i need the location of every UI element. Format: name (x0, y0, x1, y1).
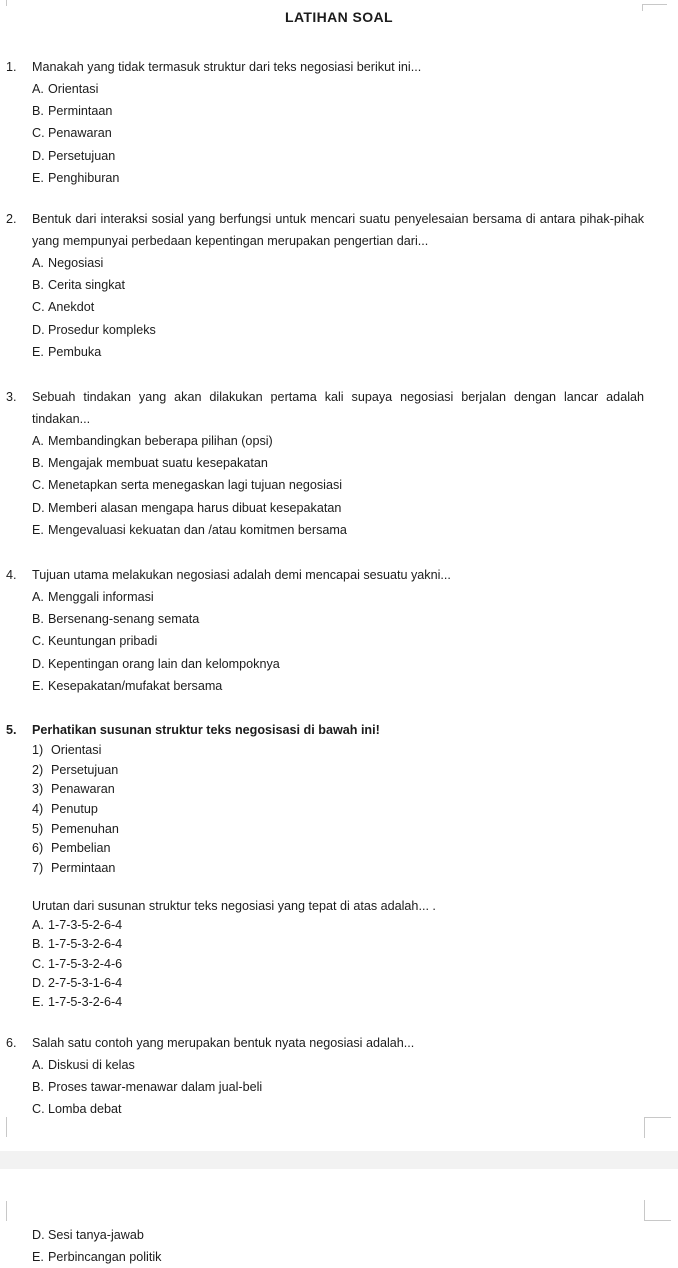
list-item: 6) Pembelian (32, 841, 111, 856)
option-d: D. Prosedur kompleks (32, 322, 156, 337)
option-d: D. Memberi alasan mengapa harus dibuat kesepakatan (32, 500, 342, 515)
option-a: A. 1-7-3-5-2-6-4 (32, 917, 123, 932)
question-text: Perhatikan susunan struktur teks negosisasi di bawah ini! (32, 723, 380, 737)
page-title: LATIHAN SOAL (285, 9, 393, 25)
question-number: 6. (6, 1036, 17, 1050)
option-b: B. Cerita singkat (32, 278, 125, 293)
option-c: C. Penawaran (32, 126, 112, 141)
list-item: 1) Orientasi (32, 743, 102, 757)
option-d: D. Sesi tanya-jawab (32, 1228, 144, 1242)
page-corner-mark (644, 1117, 671, 1138)
page-corner-mark (0, 0, 7, 6)
option-d: D. Kepentingan orang lain dan kelompoknya (32, 656, 280, 671)
question-text: Manakah yang tidak termasuk struktur dari teks negosiasi berikut ini... (32, 60, 422, 74)
option-b: B. Permintaan (32, 104, 113, 119)
question-6 (6, 1032, 644, 1121)
question-number: 1. (6, 60, 17, 74)
list-item: 2) Persetujuan (32, 762, 119, 777)
question-6-continued (6, 1224, 644, 1268)
option-c: C. Keuntungan pribadi (32, 634, 158, 649)
option-d: D. 2-7-5-3-1-6-4 (32, 975, 123, 990)
question-subtext: Urutan dari susunan struktur teks negosiasi yang tepat di atas adalah... . (32, 898, 436, 913)
list-item: 3) Penawaran (32, 782, 115, 797)
list-item: 5) Pemenuhan (32, 821, 119, 836)
question-number: 4. (6, 568, 17, 582)
question-5 (6, 719, 644, 1013)
page-corner-mark (644, 1200, 671, 1221)
option-e: E. Mengevaluasi kekuatan dan /atau komitmen bersama (32, 522, 347, 537)
option-a: A. Menggali informasi (32, 590, 154, 604)
option-b: B. Mengajak membuat suatu kesepakatan (32, 456, 268, 471)
option-a: A. Orientasi (32, 82, 99, 96)
option-e: E. Penghiburan (32, 170, 120, 185)
question-text: Tujuan utama melakukan negosiasi adalah demi mencapai sesuatu yakni... (32, 568, 451, 582)
list-item: 4) Penutup (32, 802, 98, 817)
option-c: C. Lomba debat (32, 1102, 122, 1117)
option-e: E. 1-7-5-3-2-6-4 (32, 995, 123, 1010)
option-a: A. Diskusi di kelas (32, 1058, 135, 1072)
page-corner-mark (0, 1201, 7, 1221)
question-1 (6, 56, 644, 189)
page-break-band (0, 1151, 678, 1169)
option-e: E. Pembuka (32, 344, 102, 359)
question-text: Sebuah tindakan yang akan dilakukan pertama kali supaya negosiasi berjalan dengan lancar adalah tindakan... (32, 390, 644, 426)
question-2 (6, 208, 644, 363)
option-b: B. Proses tawar-menawar dalam jual-beli (32, 1080, 263, 1095)
option-a: A. Membandingkan beberapa pilihan (opsi) (32, 434, 273, 448)
question-3 (6, 386, 644, 541)
option-c: C. 1-7-5-3-2-4-6 (32, 956, 123, 971)
option-b: B. 1-7-5-3-2-6-4 (32, 937, 123, 952)
question-4 (6, 564, 644, 697)
question-text: Bentuk dari interaksi sosial yang berfungsi untuk mencari suatu penyelesaian bersama di antara pihak-pihak yang mempunyai perbedaan kepentingan merupakan pengertian dari... (32, 212, 644, 248)
question-text: Salah satu contoh yang merupakan bentuk nyata negosiasi adalah... (32, 1036, 415, 1050)
structure-list (32, 741, 644, 879)
option-c: C. Anekdot (32, 300, 95, 315)
option-c: C. Menetapkan serta menegaskan lagi tujuan negosiasi (32, 478, 343, 493)
question-number: 3. (6, 390, 17, 404)
option-e: E. Perbincangan politik (32, 1250, 162, 1265)
question-number: 2. (6, 212, 17, 226)
option-d: D. Persetujuan (32, 148, 116, 163)
option-e: E. Kesepakatan/mufakat bersama (32, 678, 223, 693)
question-number: 5. (6, 723, 17, 737)
list-item: 7) Permintaan (32, 861, 116, 876)
option-a: A. Negosiasi (32, 256, 104, 270)
option-b: B. Bersenang-senang semata (32, 612, 200, 627)
